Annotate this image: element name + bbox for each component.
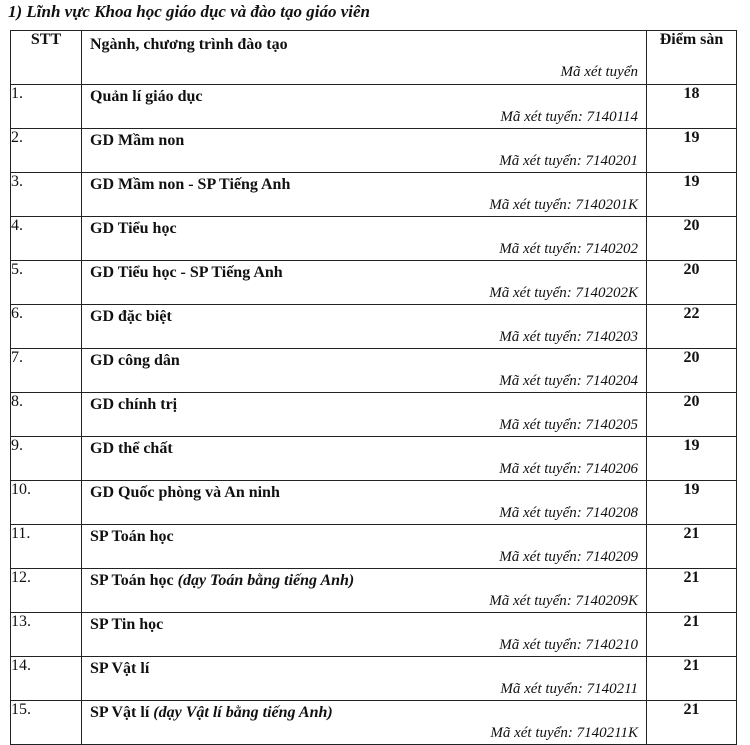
program-name-text: Quản lí giáo dục xyxy=(90,88,203,105)
program-code-prefix: Mã xét tuyển: xyxy=(500,681,587,697)
program-name-text: SP Toán học xyxy=(90,528,174,545)
program-name-note: (dạy Vật lí bằng tiếng Anh) xyxy=(153,704,333,721)
program-name-text: GD Mầm non xyxy=(90,132,185,149)
program-code xyxy=(489,285,638,302)
program-code xyxy=(490,725,638,742)
table-row xyxy=(11,217,737,261)
row-program xyxy=(82,481,647,525)
program-name xyxy=(90,484,280,502)
program-code xyxy=(489,593,638,610)
table-row xyxy=(11,305,737,349)
program-name xyxy=(90,132,184,150)
table-row xyxy=(11,437,737,481)
program-code xyxy=(499,153,638,170)
program-name-text: SP Vật lí xyxy=(90,704,154,721)
row-program xyxy=(82,173,647,217)
row-score: 20 xyxy=(647,217,737,261)
program-name xyxy=(90,572,354,590)
row-program xyxy=(82,349,647,393)
header-code-label: Mã xét tuyển xyxy=(560,64,638,80)
program-name xyxy=(90,264,283,282)
row-score: 21 xyxy=(647,657,737,701)
program-name-note: (dạy Toán bằng tiếng Anh) xyxy=(177,572,355,589)
program-name-text: GD Mầm non - SP Tiếng Anh xyxy=(90,176,291,193)
program-code-prefix: Mã xét tuyển: xyxy=(499,461,586,477)
table-row xyxy=(11,393,737,437)
row-score: 20 xyxy=(647,261,737,305)
program-code-value: 7140208 xyxy=(585,505,638,521)
row-score: 21 xyxy=(647,569,737,613)
table-row xyxy=(11,613,737,657)
row-program xyxy=(82,525,647,569)
program-code-value: 7140210 xyxy=(585,637,638,653)
row-stt: 14. xyxy=(11,657,82,701)
table-row xyxy=(11,261,737,305)
program-name xyxy=(90,220,177,238)
program-code-prefix: Mã xét tuyển: xyxy=(489,285,576,301)
header-stt: STT xyxy=(11,31,82,85)
row-score: 21 xyxy=(647,701,737,745)
row-score: 21 xyxy=(647,525,737,569)
row-stt: 9. xyxy=(11,437,82,481)
row-program xyxy=(82,217,647,261)
program-code-value: 7140206 xyxy=(585,461,638,477)
row-stt: 12. xyxy=(11,569,82,613)
program-name-text: SP Tin học xyxy=(90,616,164,633)
program-name-text: GD công dân xyxy=(90,352,180,369)
row-stt: 6. xyxy=(11,305,82,349)
program-code-value: 7140204 xyxy=(585,373,638,389)
program-code xyxy=(499,373,638,390)
row-program xyxy=(82,569,647,613)
program-code-value: 7140201K xyxy=(575,197,638,213)
program-name-text: GD chính trị xyxy=(90,396,178,413)
row-stt: 13. xyxy=(11,613,82,657)
header-program xyxy=(82,31,647,85)
header-program-label: Ngành, chương trình đào tạo xyxy=(90,36,288,53)
program-code-value: 7140209K xyxy=(575,593,638,609)
table-row xyxy=(11,85,737,129)
row-program xyxy=(82,261,647,305)
program-code xyxy=(499,241,638,258)
row-stt: 10. xyxy=(11,481,82,525)
row-stt: 1. xyxy=(11,85,82,129)
program-code-prefix: Mã xét tuyển: xyxy=(499,241,586,257)
program-code-value: 7140205 xyxy=(585,417,638,433)
table-row xyxy=(11,129,737,173)
program-name-text: GD thể chất xyxy=(90,440,173,457)
row-score: 19 xyxy=(647,173,737,217)
program-name xyxy=(90,308,172,326)
program-code-prefix: Mã xét tuyển: xyxy=(490,725,577,741)
program-code xyxy=(499,461,638,478)
program-code xyxy=(499,549,638,566)
row-program xyxy=(82,305,647,349)
row-stt: 5. xyxy=(11,261,82,305)
program-code xyxy=(499,329,638,346)
row-score: 19 xyxy=(647,129,737,173)
program-name xyxy=(90,396,177,414)
row-score: 21 xyxy=(647,613,737,657)
section-title: 1) Lĩnh vực Khoa học giáo dục và đào tạo giáo viên xyxy=(8,2,370,21)
row-stt: 8. xyxy=(11,393,82,437)
program-code-value: 7140211 xyxy=(586,681,638,697)
program-name xyxy=(90,616,163,634)
program-name-text: SP Vật lí xyxy=(90,660,150,677)
program-code xyxy=(489,197,638,214)
program-code-value: 7140209 xyxy=(585,549,638,565)
program-code xyxy=(500,109,638,126)
program-code xyxy=(500,681,638,698)
row-score: 20 xyxy=(647,393,737,437)
program-code-value: 7140201 xyxy=(585,153,638,169)
program-code xyxy=(499,505,638,522)
program-code-value: 7140203 xyxy=(585,329,638,345)
program-name-text: GD đặc biệt xyxy=(90,308,172,325)
header-score: Điểm sàn xyxy=(647,31,737,85)
program-name-text: GD Quốc phòng và An ninh xyxy=(90,484,280,501)
program-name-text: SP Toán học xyxy=(90,572,178,589)
program-name-text: GD Tiểu học xyxy=(90,220,177,237)
row-stt: 15. xyxy=(11,701,82,745)
program-code-prefix: Mã xét tuyển: xyxy=(499,505,586,521)
row-stt: 11. xyxy=(11,525,82,569)
program-name xyxy=(90,660,149,678)
program-code-prefix: Mã xét tuyển: xyxy=(499,637,586,653)
row-stt: 3. xyxy=(11,173,82,217)
program-code xyxy=(499,417,638,434)
program-code-prefix: Mã xét tuyển: xyxy=(499,549,586,565)
program-name xyxy=(90,440,173,458)
program-code-value: 7140211K xyxy=(576,725,638,741)
program-name xyxy=(90,704,333,722)
row-score: 19 xyxy=(647,437,737,481)
row-program xyxy=(82,437,647,481)
table-row xyxy=(11,657,737,701)
row-program xyxy=(82,613,647,657)
table-row xyxy=(11,349,737,393)
program-name xyxy=(90,352,180,370)
program-code-value: 7140202K xyxy=(575,285,638,301)
program-name xyxy=(90,176,290,194)
program-name-text: GD Tiểu học - SP Tiếng Anh xyxy=(90,264,283,281)
row-program xyxy=(82,393,647,437)
program-code-prefix: Mã xét tuyển: xyxy=(499,153,586,169)
program-code-prefix: Mã xét tuyển: xyxy=(499,329,586,345)
table-row xyxy=(11,569,737,613)
program-code-prefix: Mã xét tuyển: xyxy=(500,109,587,125)
row-score: 19 xyxy=(647,481,737,525)
program-code xyxy=(499,637,638,654)
table-row xyxy=(11,701,737,745)
program-code-prefix: Mã xét tuyển: xyxy=(489,197,576,213)
row-score: 20 xyxy=(647,349,737,393)
row-program xyxy=(82,701,647,745)
program-name xyxy=(90,88,202,106)
row-stt: 7. xyxy=(11,349,82,393)
row-stt: 2. xyxy=(11,129,82,173)
row-program xyxy=(82,85,647,129)
program-code-prefix: Mã xét tuyển: xyxy=(489,593,576,609)
table-row xyxy=(11,525,737,569)
admission-score-table xyxy=(10,30,737,745)
program-code-value: 7140114 xyxy=(586,109,638,125)
row-score: 18 xyxy=(647,85,737,129)
program-code-value: 7140202 xyxy=(585,241,638,257)
table-header-row xyxy=(11,31,737,85)
row-stt: 4. xyxy=(11,217,82,261)
table-row xyxy=(11,481,737,525)
program-code-prefix: Mã xét tuyển: xyxy=(499,373,586,389)
row-program xyxy=(82,129,647,173)
row-program xyxy=(82,657,647,701)
table-row xyxy=(11,173,737,217)
row-score: 22 xyxy=(647,305,737,349)
program-name xyxy=(90,528,174,546)
program-code-prefix: Mã xét tuyển: xyxy=(499,417,586,433)
